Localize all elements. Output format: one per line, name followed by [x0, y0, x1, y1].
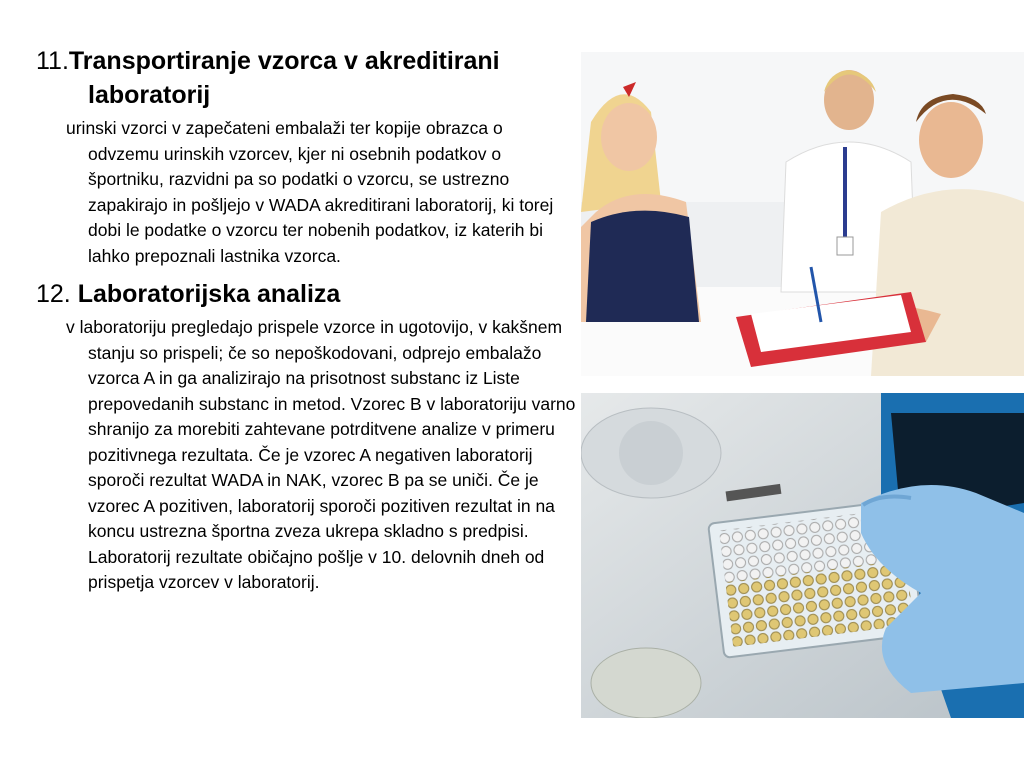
section-11-title: Transportiranje vzorca v akreditirani laboratorij	[68, 47, 500, 109]
doping-control-photo	[581, 52, 1024, 376]
microplate-illustration	[581, 393, 1024, 718]
text-column	[36, 44, 576, 604]
section-12-number: 12.	[36, 280, 71, 308]
section-12-heading	[36, 277, 576, 311]
section-11-heading	[36, 44, 576, 112]
section-11-number: 11.	[36, 47, 69, 75]
doping-control-illustration	[581, 52, 1024, 376]
section-11-body: urinski vzorci v zapečateni embalaži ter kopije obrazca o odvzemu urinskih vzorcev, kjer ni osebnih podatkov o športniku, razvidni pa so podatki o vzorcu, se ustrezno zapakirajo in pošljejo v WADA akreditirani laboratorij, ki torej dobi le podatke o vzorcu ter nobenih podatkov, iz katerih bi lahko prepoznali lastnika vzorca.	[66, 118, 554, 266]
section-12-body: v laboratoriju pregledajo prispele vzorce in ugotovijo, v kakšnem stanju so prispeli; če so nepoškodovani, odprejo embalažo vzorca A in ga analizirajo na prisotnost substanc iz Liste prepovedanih substanc in metod. Vzorec B v laboratoriju varno shranijo za morebiti zahtevane potrditvene analize v primeru pozitivnega rezultata. Če je vzorec A negativen laboratorij sporoči rezultat WADA in NAK, vzorec B pa se uniči. Če je vzorec A pozitiven, laboratorij sporoči pozitiven rezultat in na koncu ustrezna športna zveza ukrepa skladno s predpisi. Laboratorij rezultate običajno pošlje v 10. delovnih dneh od prispetja vzorcev v laboratorij.	[66, 317, 576, 592]
laboratory-analysis-photo	[581, 393, 1024, 718]
section-12-title: Laboratorijska analiza	[77, 280, 341, 308]
